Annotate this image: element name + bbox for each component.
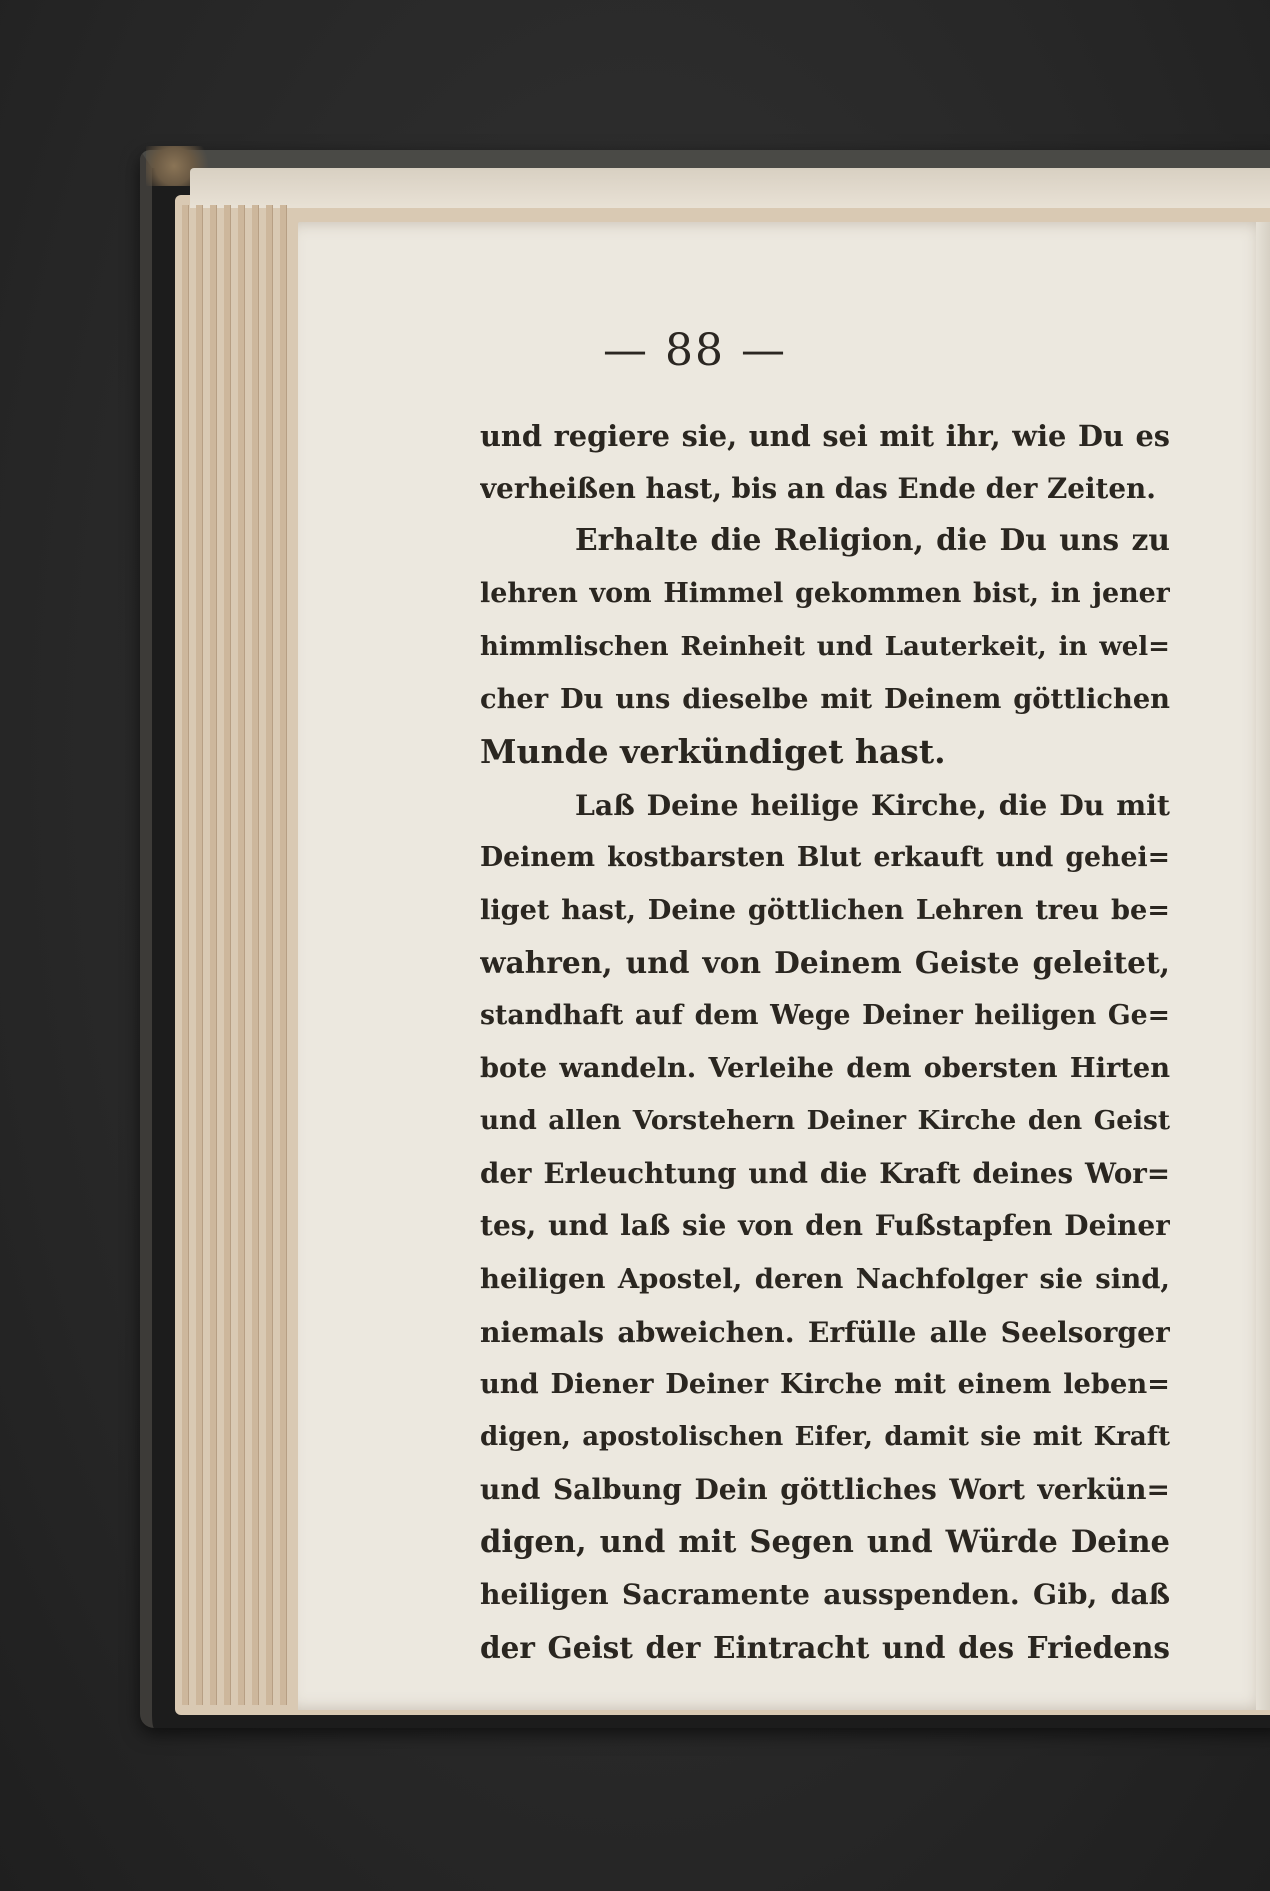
text-line: tes, und laß sie von den Fußstapfen Deiner bbox=[480, 1209, 1170, 1243]
page-edge bbox=[210, 205, 217, 1705]
text-line: wahren, und von Deinem Geiste geleitet, bbox=[480, 944, 1170, 980]
page-edge bbox=[252, 205, 259, 1705]
text-line: der Geist der Eintracht und des Friedens bbox=[480, 1629, 1170, 1665]
body-text bbox=[480, 410, 1170, 1675]
text-line: standhaft auf dem Wege Deiner heiligen Ge= bbox=[480, 999, 1170, 1031]
text-line: verheißen hast, bis an das Ende der Zeiten. bbox=[480, 471, 1156, 505]
text-line: heiligen Sacramente ausspenden. Gib, daß bbox=[480, 1578, 1170, 1612]
text-line: lehren vom Himmel gekommen bist, in jener bbox=[480, 578, 1170, 610]
page-edge bbox=[196, 205, 203, 1705]
text-line: und allen Vorstehern Deiner Kirche den Geist bbox=[480, 1104, 1170, 1136]
paragraph-3 bbox=[480, 779, 1170, 1675]
text-line: cher Du uns dieselbe mit Deinem göttlichen bbox=[480, 683, 1170, 716]
text-line: digen, apostolischen Eifer, damit sie mit Kraft bbox=[480, 1422, 1170, 1453]
paragraph-2 bbox=[480, 515, 1170, 778]
paragraph-1 bbox=[480, 410, 1170, 515]
page-edge bbox=[182, 205, 189, 1705]
page-number: — 88 — bbox=[603, 325, 787, 376]
page-edge bbox=[280, 205, 287, 1705]
text-line: niemals abweichen. Erfülle alle Seelsorger bbox=[480, 1314, 1170, 1349]
page-right-edge bbox=[1256, 222, 1270, 1710]
page-number-row bbox=[0, 325, 1270, 376]
text-line: digen, und mit Segen und Würde Deine bbox=[480, 1524, 1170, 1561]
page-edge bbox=[224, 205, 231, 1705]
top-sheet-edge bbox=[190, 168, 1270, 208]
text-line: Munde verkündiget hast. bbox=[480, 732, 946, 772]
text-line: heiligen Apostel, deren Nachfolger sie sind, bbox=[480, 1263, 1170, 1295]
text-line: und Salbung Dein göttliches Wort verkün= bbox=[480, 1472, 1170, 1506]
text-line: und regiere sie, und sei mit ihr, wie Du es bbox=[480, 419, 1170, 453]
text-line: Erhalte die Religion, die Du uns zu bbox=[575, 523, 1170, 559]
text-line: der Erleuchtung und die Kraft deines Wor= bbox=[480, 1156, 1170, 1190]
text-line: und Diener Deiner Kirche mit einem leben= bbox=[480, 1368, 1170, 1401]
text-line: Laß Deine heilige Kirche, die Du mit bbox=[575, 787, 1170, 822]
text-line: bote wandeln. Verleihe dem obersten Hirten bbox=[480, 1052, 1170, 1085]
text-line: Deinem kostbarsten Blut erkauft und gehei= bbox=[480, 841, 1170, 873]
text-line: liget hast, Deine göttlichen Lehren treu be= bbox=[480, 894, 1170, 927]
page-edge bbox=[238, 205, 245, 1705]
page-edge bbox=[266, 205, 273, 1705]
text-line: himmlischen Reinheit und Lauterkeit, in wel= bbox=[480, 631, 1170, 662]
